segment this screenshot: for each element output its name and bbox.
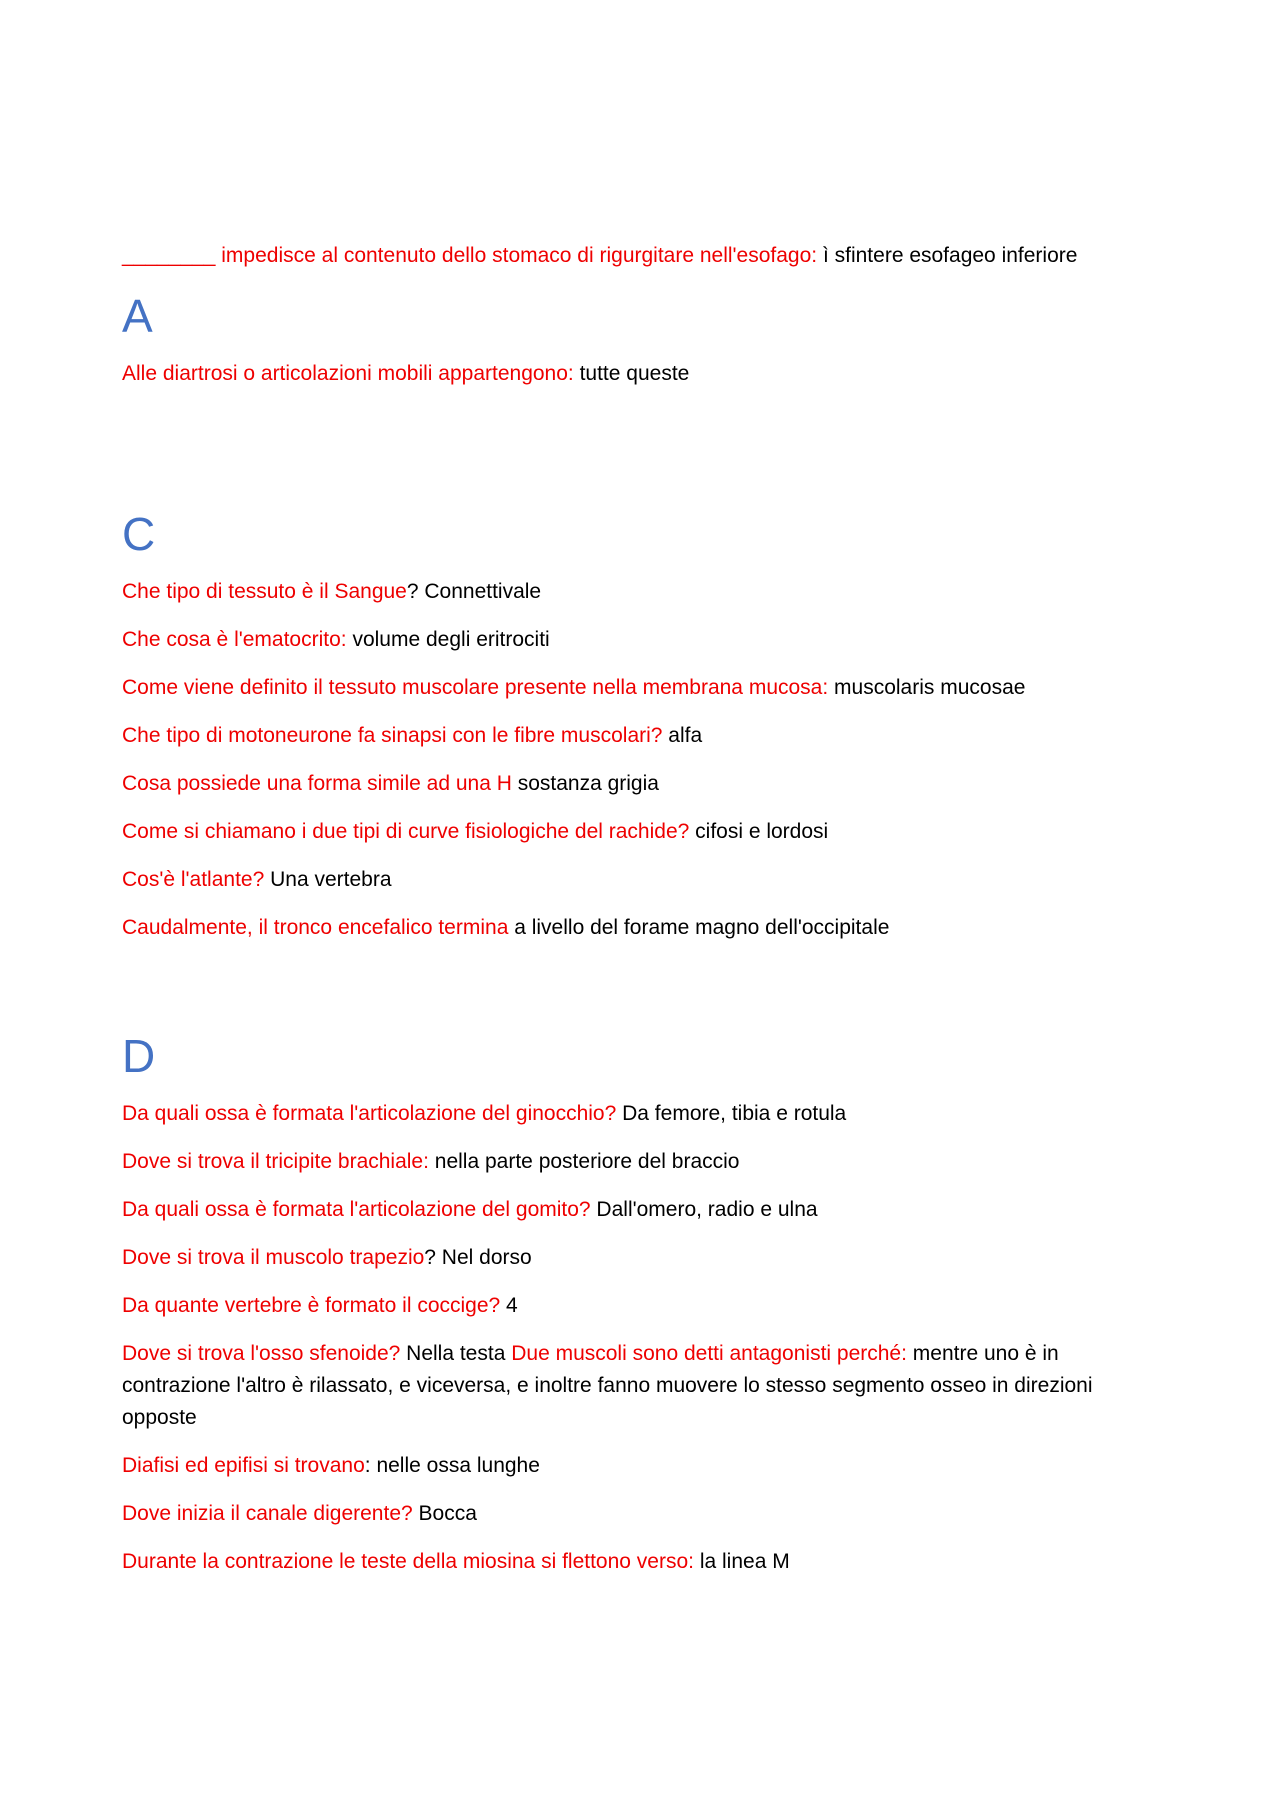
document-content <box>122 240 1172 1594</box>
question-text: Dove inizia il canale digerente? <box>122 1502 413 1525</box>
answer-text: Bocca <box>412 1502 477 1525</box>
qa-line <box>122 672 1172 704</box>
question-text: Caudalmente, il tronco encefalico termina <box>122 916 509 939</box>
answer-text: ì sfintere esofageo inferiore <box>817 244 1078 267</box>
question-text: Da quali ossa è formata l'articolazione del ginocchio? <box>122 1102 617 1125</box>
qa-line <box>122 1242 1172 1274</box>
qa-line <box>122 624 1172 656</box>
question-text: Come si chiamano i due tipi di curve fisiologiche del rachide? <box>122 820 690 843</box>
question-text: Che cosa è l'ematocrito: <box>122 628 347 651</box>
answer-text: volume degli eritrociti <box>346 628 550 651</box>
answer-text: ? Nel dorso <box>424 1246 532 1269</box>
qa-line <box>122 912 1172 944</box>
answer-text: ? Connettivale <box>406 580 542 603</box>
qa-line-mixed <box>122 1338 1172 1434</box>
answer-text: sostanza grigia <box>511 772 659 795</box>
answer-text: : nelle ossa lunghe <box>364 1454 540 1477</box>
qa-line <box>122 1098 1172 1130</box>
qa-line <box>122 1290 1172 1322</box>
answer-text: muscolaris mucosae <box>828 676 1026 699</box>
qa-line <box>122 1146 1172 1178</box>
qa-line <box>122 358 1172 390</box>
answer-text: 4 <box>500 1294 518 1317</box>
answer-text: tutte queste <box>573 362 690 385</box>
section-heading-a: A <box>122 290 153 342</box>
answer-text: Dall'omero, radio e ulna <box>590 1198 818 1221</box>
question-text: ________ impedisce al contenuto dello stomaco di rigurgitare nell'esofago: <box>122 244 818 267</box>
qa-line <box>122 816 1172 848</box>
answer-text: Da femore, tibia e rotula <box>616 1102 847 1125</box>
question-text: Durante la contrazione le teste della miosina si flettono verso: <box>122 1550 694 1573</box>
qa-line <box>122 1498 1172 1530</box>
answer-text: Nella testa <box>400 1342 512 1365</box>
question-text: Alle diartrosi o articolazioni mobili appartengono: <box>122 362 574 385</box>
answer-text: cifosi e lordosi <box>689 820 829 843</box>
section-heading-d: D <box>122 1030 156 1082</box>
question-text: Da quante vertebre è formato il coccige? <box>122 1294 501 1317</box>
qa-line <box>122 1194 1172 1226</box>
qa-line <box>122 1450 1172 1482</box>
answer-text: alfa <box>662 724 703 747</box>
qa-line <box>122 1546 1172 1578</box>
qa-line <box>122 768 1172 800</box>
question-text: Che tipo di motoneurone fa sinapsi con le fibre muscolari? <box>122 724 663 747</box>
question-text: Come viene definito il tessuto muscolare presente nella membrana mucosa: <box>122 676 829 699</box>
question-text: Cosa possiede una forma simile ad una H <box>122 772 512 795</box>
intro-line <box>122 240 1172 272</box>
question-text: Due muscoli sono detti antagonisti perché: <box>511 1342 907 1365</box>
question-text: Dove si trova l'osso sfenoide? <box>122 1342 401 1365</box>
question-text: Dove si trova il muscolo trapezio <box>122 1246 425 1269</box>
qa-line <box>122 576 1172 608</box>
question-text: Cos'è l'atlante? <box>122 868 265 891</box>
section-heading-c: C <box>122 508 156 560</box>
question-text: Che tipo di tessuto è il Sangue <box>122 580 407 603</box>
answer-text: nella parte posteriore del braccio <box>428 1150 740 1173</box>
answer-text: a livello del forame magno dell'occipitale <box>508 916 890 939</box>
question-text: Da quali ossa è formata l'articolazione del gomito? <box>122 1198 591 1221</box>
question-text: Diafisi ed epifisi si trovano <box>122 1454 365 1477</box>
answer-text: la linea M <box>693 1550 790 1573</box>
question-text: Dove si trova il tricipite brachiale: <box>122 1150 429 1173</box>
answer-text: Una vertebra <box>264 868 392 891</box>
qa-line <box>122 864 1172 896</box>
qa-line <box>122 720 1172 752</box>
answer-text: mentre uno è in contrazione l'altro è rilassato, e viceversa, e inoltre fanno muovere lo stesso segmento osseo in direzioni opposte <box>122 1342 1093 1429</box>
